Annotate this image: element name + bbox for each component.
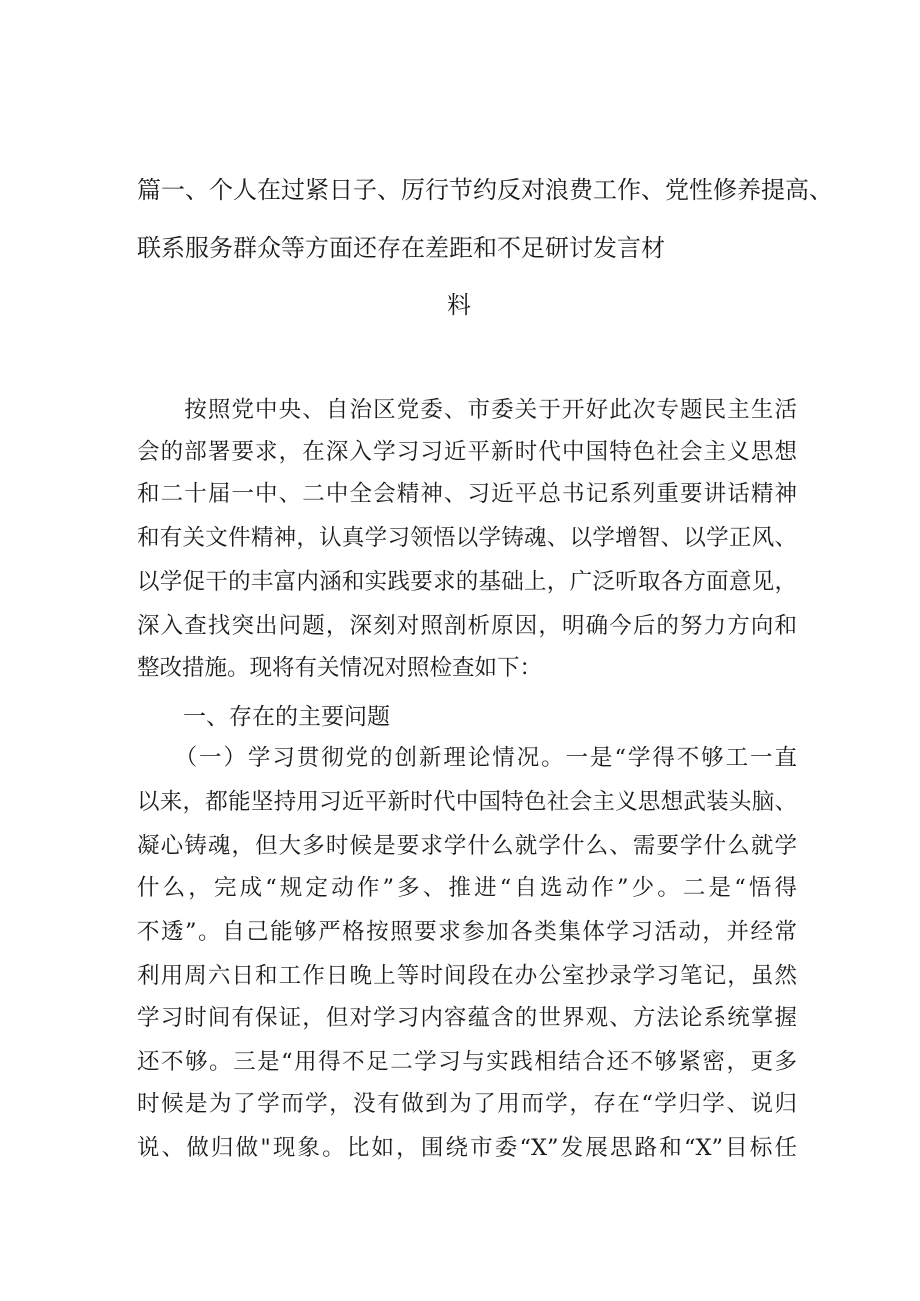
section-body-line: 不透”。自己能够严格按照要求参加各类集体学习活动，并经常 [137, 919, 797, 945]
intro-line: 深入查找突出问题，深刻对照剖析原因，明确今后的努力方向和 [137, 613, 797, 639]
document-title-line-1: 篇一、个人在过紧日子、厉行节约反对浪费工作、党性修养提高、 [137, 176, 833, 204]
section-body-line: 说、做归做"现象。比如，围绕市委“X”发展思路和“X”目标任 [137, 1135, 797, 1161]
section-body-line: （一）学习贯彻党的创新理论情况。一是“学得不够工一直 [137, 745, 797, 771]
section-body-line: 凝心铸魂，但大多时候是要求学什么就学什么、需要学什么就学 [137, 833, 797, 859]
section-body-line: 时候是为了学而学，没有做到为了用而学，存在“学归学、说归 [137, 1091, 797, 1117]
document-title-line-3: 料 [447, 291, 471, 319]
intro-line: 会的部署要求，在深入学习习近平新时代中国特色社会主义思想 [137, 439, 797, 465]
intro-line: 按照党中央、自治区党委、市委关于开好此次专题民主生活 [137, 397, 797, 423]
intro-line: 整改措施。现将有关情况对照检查如下： [137, 655, 543, 681]
section-body-line: 还不够。三是“用得不足二学习与实践相结合还不够紧密，更多 [137, 1049, 797, 1075]
intro-line: 以学促干的丰富内涵和实践要求的基础上，广泛听取各方面意见， [137, 569, 797, 595]
section-body-line: 以来，都能坚持用习近平新时代中国特色社会主义思想武装头脑、 [137, 789, 797, 815]
section-body-line: 利用周六日和工作日晚上等时间段在办公室抄录学习笔记，虽然 [137, 963, 797, 989]
document-title-line-2: 联系服务群众等方面还存在差距和不足研讨发言材 [137, 234, 665, 262]
section-body-line: 什么，完成“规定动作”多、推进“自选动作”少。二是“悟得 [137, 875, 797, 901]
intro-line: 和有关文件精神，认真学习领悟以学铸魂、以学增智、以学正风、 [137, 525, 797, 551]
section-heading: 一、存在的主要问题 [183, 704, 390, 730]
intro-line: 和二十届一中、二中全会精神、习近平总书记系列重要讲话精神 [137, 481, 797, 507]
section-body-line: 学习时间有保证，但对学习内容蕴含的世界观、方法论系统掌握 [137, 1005, 797, 1031]
